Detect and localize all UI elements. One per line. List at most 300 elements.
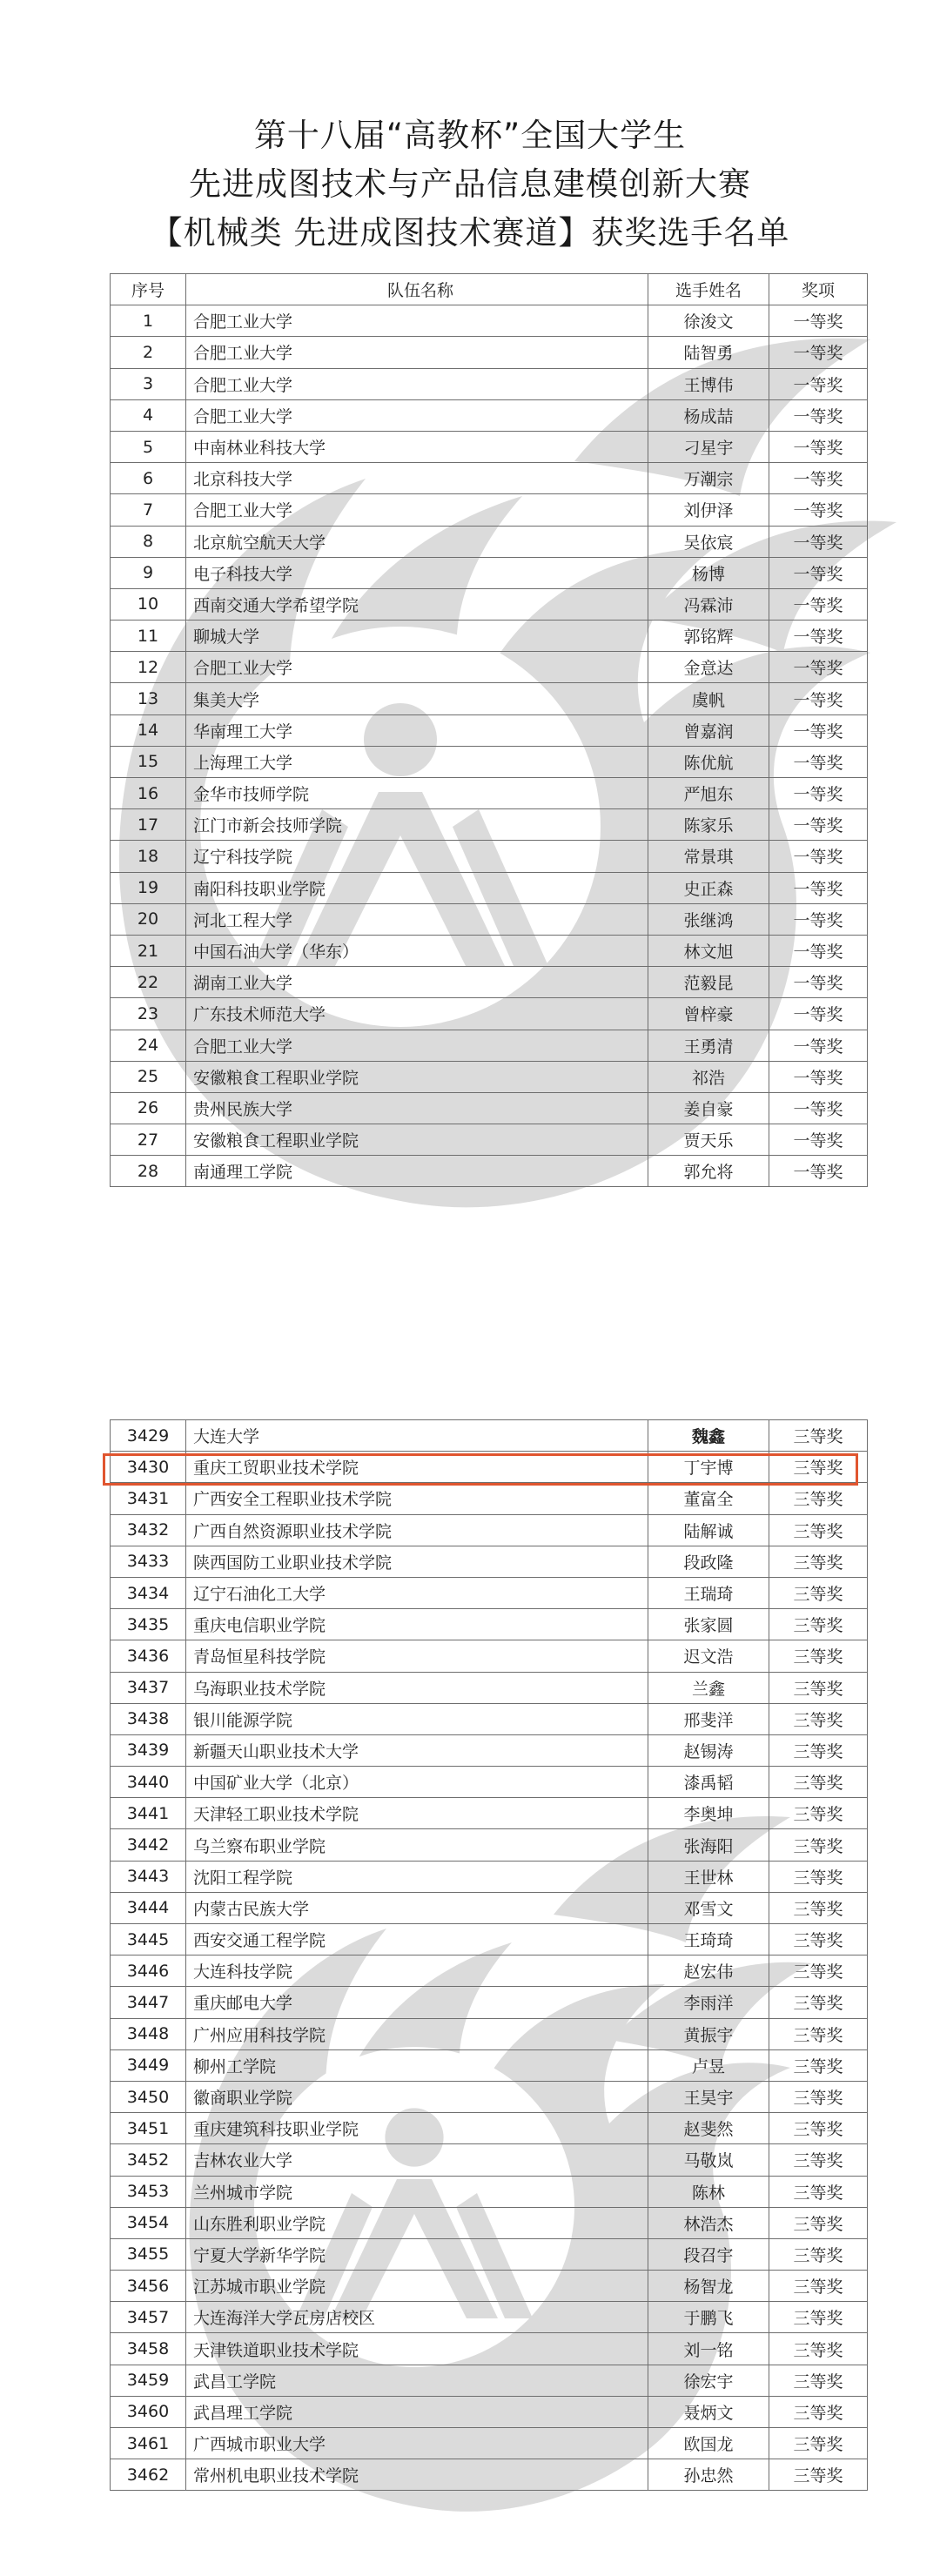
row-team: 沈阳工程学院 xyxy=(186,1861,648,1892)
row-number: 3462 xyxy=(111,2459,186,2491)
table-row xyxy=(111,714,868,746)
row-player-name: 赵斐然 xyxy=(648,2113,769,2144)
row-number: 3443 xyxy=(111,1861,186,1892)
row-number: 3433 xyxy=(111,1546,186,1577)
row-award: 一等奖 xyxy=(769,1030,868,1061)
row-award: 三等奖 xyxy=(769,2302,868,2333)
row-award: 一等奖 xyxy=(769,683,868,714)
table-row xyxy=(111,557,868,588)
row-player-name: 张继鸿 xyxy=(648,903,769,935)
row-award: 三等奖 xyxy=(769,1767,868,1798)
row-number: 1 xyxy=(111,305,186,337)
row-award: 三等奖 xyxy=(769,1798,868,1829)
row-player-name: 王琦琦 xyxy=(648,1924,769,1955)
table-row xyxy=(111,399,868,431)
row-number: 3458 xyxy=(111,2333,186,2365)
row-award: 三等奖 xyxy=(769,1924,868,1955)
row-team: 安徽粮食工程职业学院 xyxy=(186,1124,648,1156)
row-award: 一等奖 xyxy=(769,494,868,526)
row-team: 广东技术师范大学 xyxy=(186,998,648,1030)
row-number: 3442 xyxy=(111,1829,186,1861)
row-number: 3446 xyxy=(111,1955,186,1987)
row-award: 三等奖 xyxy=(769,2113,868,2144)
row-number: 14 xyxy=(111,714,186,746)
row-number: 3461 xyxy=(111,2428,186,2459)
row-award: 三等奖 xyxy=(769,2018,868,2049)
table-row xyxy=(111,746,868,777)
row-number: 3439 xyxy=(111,1734,186,1766)
row-award: 三等奖 xyxy=(769,1514,868,1546)
row-award: 一等奖 xyxy=(769,1061,868,1092)
table-row xyxy=(111,463,868,494)
row-player-name: 姜自豪 xyxy=(648,1092,769,1124)
row-team: 山东胜利职业学院 xyxy=(186,2207,648,2238)
table-row xyxy=(111,1546,868,1577)
row-award: 三等奖 xyxy=(769,1987,868,2018)
row-team: 内蒙古民族大学 xyxy=(186,1892,648,1923)
table-row xyxy=(111,431,868,462)
first-prize-table xyxy=(110,273,868,1187)
table-row xyxy=(111,368,868,399)
row-team: 陕西国防工业职业技术学院 xyxy=(186,1546,648,1577)
title-line-2: 先进成图技术与产品信息建模创新大赛 xyxy=(189,165,751,203)
row-award: 一等奖 xyxy=(769,337,868,368)
row-award: 三等奖 xyxy=(769,1703,868,1734)
row-team: 北京科技大学 xyxy=(186,463,648,494)
row-player-name: 邓雪文 xyxy=(648,1892,769,1923)
row-award: 三等奖 xyxy=(769,1420,868,1452)
row-number: 3452 xyxy=(111,2144,186,2176)
table-row xyxy=(111,903,868,935)
row-number: 10 xyxy=(111,588,186,620)
table-row xyxy=(111,2113,868,2144)
row-number: 3430 xyxy=(111,1452,186,1483)
row-number: 4 xyxy=(111,399,186,431)
row-team: 北京航空航天大学 xyxy=(186,526,648,557)
row-team: 西南交通大学希望学院 xyxy=(186,588,648,620)
row-number: 25 xyxy=(111,1061,186,1092)
row-team: 广西自然资源职业技术学院 xyxy=(186,1514,648,1546)
row-award: 三等奖 xyxy=(769,2049,868,2081)
row-team: 兰州城市学院 xyxy=(186,2176,648,2207)
table-row xyxy=(111,809,868,841)
row-team: 南阳科技职业学院 xyxy=(186,872,648,903)
row-player-name: 刘伊泽 xyxy=(648,494,769,526)
row-number: 3440 xyxy=(111,1767,186,1798)
row-award: 一等奖 xyxy=(769,588,868,620)
table-row xyxy=(111,2049,868,2081)
row-award: 三等奖 xyxy=(769,1546,868,1577)
row-team: 银川能源学院 xyxy=(186,1703,648,1734)
document-title xyxy=(0,111,940,258)
table-row xyxy=(111,494,868,526)
row-number: 3460 xyxy=(111,2396,186,2427)
row-award: 一等奖 xyxy=(769,652,868,683)
row-player-name: 杨成喆 xyxy=(648,399,769,431)
row-team: 重庆建筑科技职业学院 xyxy=(186,2113,648,2144)
row-player-name: 刘一铭 xyxy=(648,2333,769,2365)
row-award: 三等奖 xyxy=(769,2396,868,2427)
row-number: 3451 xyxy=(111,2113,186,2144)
row-player-name: 兰鑫 xyxy=(648,1672,769,1703)
row-number: 3 xyxy=(111,368,186,399)
table-row xyxy=(111,1767,868,1798)
table-row xyxy=(111,778,868,809)
table-row xyxy=(111,2302,868,2333)
row-number: 23 xyxy=(111,998,186,1030)
row-team: 重庆电信职业学院 xyxy=(186,1609,648,1640)
row-team: 武昌工学院 xyxy=(186,2365,648,2396)
row-player-name: 赵锡涛 xyxy=(648,1734,769,1766)
row-award: 三等奖 xyxy=(769,2459,868,2491)
row-team: 柳州工学院 xyxy=(186,2049,648,2081)
row-team: 西安交通工程学院 xyxy=(186,1924,648,1955)
table-row xyxy=(111,683,868,714)
row-number: 3438 xyxy=(111,1703,186,1734)
row-award: 三等奖 xyxy=(769,1892,868,1923)
row-player-name: 李雨洋 xyxy=(648,1987,769,2018)
row-player-name: 范毅昆 xyxy=(648,967,769,998)
row-award: 一等奖 xyxy=(769,1156,868,1187)
table-row xyxy=(111,1734,868,1766)
row-team: 中国石油大学（华东） xyxy=(186,935,648,966)
row-team: 辽宁石油化工大学 xyxy=(186,1577,648,1608)
row-player-name: 刁星宇 xyxy=(648,431,769,462)
table-row xyxy=(111,2459,868,2491)
row-number: 3435 xyxy=(111,1609,186,1640)
row-number: 12 xyxy=(111,652,186,683)
row-number: 18 xyxy=(111,841,186,872)
table-row xyxy=(111,1640,868,1672)
row-team: 安徽粮食工程职业学院 xyxy=(186,1061,648,1092)
row-number: 3456 xyxy=(111,2271,186,2302)
row-award: 三等奖 xyxy=(769,1609,868,1640)
row-team: 广州应用科技学院 xyxy=(186,2018,648,2049)
row-award: 一等奖 xyxy=(769,841,868,872)
row-number: 8 xyxy=(111,526,186,557)
row-number: 9 xyxy=(111,557,186,588)
row-player-name: 迟文浩 xyxy=(648,1640,769,1672)
row-award: 三等奖 xyxy=(769,1452,868,1483)
row-team: 宁夏大学新华学院 xyxy=(186,2238,648,2270)
table-row xyxy=(111,2333,868,2365)
row-player-name: 吴依宸 xyxy=(648,526,769,557)
row-player-name: 李奥坤 xyxy=(648,1798,769,1829)
row-number: 11 xyxy=(111,621,186,652)
row-team: 合肥工业大学 xyxy=(186,494,648,526)
row-number: 19 xyxy=(111,872,186,903)
row-number: 27 xyxy=(111,1124,186,1156)
row-player-name: 王瑞琦 xyxy=(648,1577,769,1608)
row-award: 一等奖 xyxy=(769,399,868,431)
third-prize-table xyxy=(110,1419,868,2491)
table-row xyxy=(111,967,868,998)
row-team: 河北工程大学 xyxy=(186,903,648,935)
row-player-name: 魏鑫 xyxy=(648,1420,769,1452)
row-player-name: 马敬岚 xyxy=(648,2144,769,2176)
row-team: 集美大学 xyxy=(186,683,648,714)
row-player-name: 徐宏宇 xyxy=(648,2365,769,2396)
table-row xyxy=(111,1861,868,1892)
row-player-name: 丁宇博 xyxy=(648,1452,769,1483)
row-player-name: 杨智龙 xyxy=(648,2271,769,2302)
row-award: 一等奖 xyxy=(769,557,868,588)
row-player-name: 邢斐洋 xyxy=(648,1703,769,1734)
row-team: 湖南工业大学 xyxy=(186,967,648,998)
table-row xyxy=(111,337,868,368)
row-player-name: 林文旭 xyxy=(648,935,769,966)
row-number: 13 xyxy=(111,683,186,714)
table-row xyxy=(111,2271,868,2302)
table-row xyxy=(111,2207,868,2238)
row-player-name: 郭允将 xyxy=(648,1156,769,1187)
row-number: 3444 xyxy=(111,1892,186,1923)
row-award: 一等奖 xyxy=(769,746,868,777)
row-player-name: 林浩杰 xyxy=(648,2207,769,2238)
row-player-name: 孙忠然 xyxy=(648,2459,769,2491)
row-number: 3436 xyxy=(111,1640,186,1672)
row-award: 三等奖 xyxy=(769,2333,868,2365)
table-row xyxy=(111,2144,868,2176)
table-row xyxy=(111,2238,868,2270)
row-player-name: 陈家乐 xyxy=(648,809,769,841)
row-number: 6 xyxy=(111,463,186,494)
row-team: 辽宁科技学院 xyxy=(186,841,648,872)
row-number: 3431 xyxy=(111,1483,186,1514)
row-award: 三等奖 xyxy=(769,2271,868,2302)
row-number: 24 xyxy=(111,1030,186,1061)
row-team: 聊城大学 xyxy=(186,621,648,652)
table-row xyxy=(111,526,868,557)
row-team: 新疆天山职业技术大学 xyxy=(186,1734,648,1766)
row-number: 3448 xyxy=(111,2018,186,2049)
row-award: 三等奖 xyxy=(769,2144,868,2176)
row-number: 22 xyxy=(111,967,186,998)
row-number: 3450 xyxy=(111,2081,186,2112)
row-player-name: 曾梓豪 xyxy=(648,998,769,1030)
row-number: 3447 xyxy=(111,1987,186,2018)
row-team: 中国矿业大学（北京） xyxy=(186,1767,648,1798)
table-row xyxy=(111,1514,868,1546)
table-row xyxy=(111,2081,868,2112)
row-award: 三等奖 xyxy=(769,2176,868,2207)
row-award: 一等奖 xyxy=(769,714,868,746)
row-number: 21 xyxy=(111,935,186,966)
row-award: 一等奖 xyxy=(769,621,868,652)
row-player-name: 贾天乐 xyxy=(648,1124,769,1156)
row-number: 2 xyxy=(111,337,186,368)
row-award: 三等奖 xyxy=(769,2428,868,2459)
row-player-name: 郭铭辉 xyxy=(648,621,769,652)
row-player-name: 陈林 xyxy=(648,2176,769,2207)
table-row xyxy=(111,1030,868,1061)
row-player-name: 史正森 xyxy=(648,872,769,903)
row-award: 三等奖 xyxy=(769,2207,868,2238)
row-number: 3457 xyxy=(111,2302,186,2333)
table-row xyxy=(111,1955,868,1987)
row-award: 三等奖 xyxy=(769,1829,868,1861)
row-award: 一等奖 xyxy=(769,1092,868,1124)
row-team: 天津铁道职业技术学院 xyxy=(186,2333,648,2365)
row-number: 3445 xyxy=(111,1924,186,1955)
row-number: 3449 xyxy=(111,2049,186,2081)
row-team: 江苏城市职业学院 xyxy=(186,2271,648,2302)
title-line-3: 【机械类 先进成图技术赛道】获奖选手名单 xyxy=(150,214,790,252)
row-award: 一等奖 xyxy=(769,872,868,903)
row-team: 合肥工业大学 xyxy=(186,1030,648,1061)
table-row xyxy=(111,2176,868,2207)
row-team: 南通理工学院 xyxy=(186,1156,648,1187)
row-number: 3429 xyxy=(111,1420,186,1452)
table-row xyxy=(111,1156,868,1187)
row-award: 一等奖 xyxy=(769,903,868,935)
row-team: 广西安全工程职业技术学院 xyxy=(186,1483,648,1514)
row-team: 上海理工大学 xyxy=(186,746,648,777)
row-team: 贵州民族大学 xyxy=(186,1092,648,1124)
row-player-name: 黄振宇 xyxy=(648,2018,769,2049)
table-row xyxy=(111,1124,868,1156)
row-team: 徽商职业学院 xyxy=(186,2081,648,2112)
row-award: 三等奖 xyxy=(769,1640,868,1672)
table-row xyxy=(111,1092,868,1124)
row-team: 合肥工业大学 xyxy=(186,337,648,368)
table-row xyxy=(111,1483,868,1514)
row-number: 3437 xyxy=(111,1672,186,1703)
table-row xyxy=(111,2018,868,2049)
table-header-row xyxy=(111,274,868,305)
row-player-name: 万潮宗 xyxy=(648,463,769,494)
row-team: 常州机电职业技术学院 xyxy=(186,2459,648,2491)
table-row xyxy=(111,2396,868,2427)
row-number: 3455 xyxy=(111,2238,186,2270)
row-number: 3459 xyxy=(111,2365,186,2396)
row-award: 一等奖 xyxy=(769,778,868,809)
highlight-box xyxy=(103,1453,858,1486)
row-award: 一等奖 xyxy=(769,967,868,998)
header-team: 队伍名称 xyxy=(186,274,648,305)
table-row xyxy=(111,1577,868,1608)
row-player-name: 卢昱 xyxy=(648,2049,769,2081)
table-row xyxy=(111,998,868,1030)
row-award: 三等奖 xyxy=(769,1955,868,1987)
row-player-name: 冯霖沛 xyxy=(648,588,769,620)
row-team: 青岛恒星科技学院 xyxy=(186,1640,648,1672)
row-player-name: 陆智勇 xyxy=(648,337,769,368)
row-player-name: 董富全 xyxy=(648,1483,769,1514)
row-number: 3441 xyxy=(111,1798,186,1829)
row-player-name: 常景琪 xyxy=(648,841,769,872)
row-team: 电子科技大学 xyxy=(186,557,648,588)
row-number: 26 xyxy=(111,1092,186,1124)
row-team: 江门市新会技师学院 xyxy=(186,809,648,841)
header-no: 序号 xyxy=(111,274,186,305)
table-row xyxy=(111,2428,868,2459)
row-team: 重庆邮电大学 xyxy=(186,1987,648,2018)
row-player-name: 聂炳文 xyxy=(648,2396,769,2427)
row-award: 一等奖 xyxy=(769,368,868,399)
table-row xyxy=(111,1061,868,1092)
row-player-name: 王勇清 xyxy=(648,1030,769,1061)
row-number: 20 xyxy=(111,903,186,935)
row-player-name: 段政隆 xyxy=(648,1546,769,1577)
row-award: 三等奖 xyxy=(769,2365,868,2396)
row-team: 乌海职业技术学院 xyxy=(186,1672,648,1703)
table-row xyxy=(111,1829,868,1861)
row-award: 三等奖 xyxy=(769,1672,868,1703)
row-player-name: 金意达 xyxy=(648,652,769,683)
row-player-name: 段召宇 xyxy=(648,2238,769,2270)
row-player-name: 张海阳 xyxy=(648,1829,769,1861)
row-number: 3434 xyxy=(111,1577,186,1608)
row-number: 3453 xyxy=(111,2176,186,2207)
row-award: 三等奖 xyxy=(769,1483,868,1514)
row-player-name: 杨博 xyxy=(648,557,769,588)
row-player-name: 张家圆 xyxy=(648,1609,769,1640)
table-row xyxy=(111,1609,868,1640)
title-line-1: 第十八届“高教杯”全国大学生 xyxy=(253,117,687,154)
row-player-name: 王世林 xyxy=(648,1861,769,1892)
row-award: 三等奖 xyxy=(769,1734,868,1766)
row-team: 武昌理工学院 xyxy=(186,2396,648,2427)
row-award: 一等奖 xyxy=(769,526,868,557)
row-team: 吉林农业大学 xyxy=(186,2144,648,2176)
row-award: 一等奖 xyxy=(769,1124,868,1156)
row-award: 一等奖 xyxy=(769,998,868,1030)
table-row xyxy=(111,621,868,652)
table-row xyxy=(111,305,868,337)
row-award: 三等奖 xyxy=(769,1861,868,1892)
row-award: 一等奖 xyxy=(769,809,868,841)
row-player-name: 陈优航 xyxy=(648,746,769,777)
row-award: 一等奖 xyxy=(769,431,868,462)
row-team: 乌兰察布职业学院 xyxy=(186,1829,648,1861)
row-player-name: 曾嘉润 xyxy=(648,714,769,746)
row-team: 合肥工业大学 xyxy=(186,652,648,683)
row-player-name: 王博伟 xyxy=(648,368,769,399)
row-player-name: 祁浩 xyxy=(648,1061,769,1092)
row-number: 3454 xyxy=(111,2207,186,2238)
row-player-name: 于鹏飞 xyxy=(648,2302,769,2333)
table-row xyxy=(111,872,868,903)
row-player-name: 欧国龙 xyxy=(648,2428,769,2459)
row-team: 大连大学 xyxy=(186,1420,648,1452)
row-number: 17 xyxy=(111,809,186,841)
table-row xyxy=(111,1892,868,1923)
row-award: 一等奖 xyxy=(769,305,868,337)
header-name: 选手姓名 xyxy=(648,274,769,305)
table-row xyxy=(111,935,868,966)
row-player-name: 陆解诚 xyxy=(648,1514,769,1546)
row-number: 28 xyxy=(111,1156,186,1187)
row-team: 广西城市职业大学 xyxy=(186,2428,648,2459)
row-award: 三等奖 xyxy=(769,1577,868,1608)
table-row xyxy=(111,1987,868,2018)
row-number: 16 xyxy=(111,778,186,809)
row-team: 合肥工业大学 xyxy=(186,368,648,399)
table-row xyxy=(111,1703,868,1734)
row-team: 华南理工大学 xyxy=(186,714,648,746)
row-team: 重庆工贸职业技术学院 xyxy=(186,1452,648,1483)
row-team: 中南林业科技大学 xyxy=(186,431,648,462)
row-player-name: 虞帆 xyxy=(648,683,769,714)
table-row xyxy=(111,652,868,683)
row-award: 一等奖 xyxy=(769,935,868,966)
row-team: 合肥工业大学 xyxy=(186,399,648,431)
row-award: 一等奖 xyxy=(769,463,868,494)
table-row xyxy=(111,841,868,872)
row-number: 7 xyxy=(111,494,186,526)
table-row xyxy=(111,1420,868,1452)
